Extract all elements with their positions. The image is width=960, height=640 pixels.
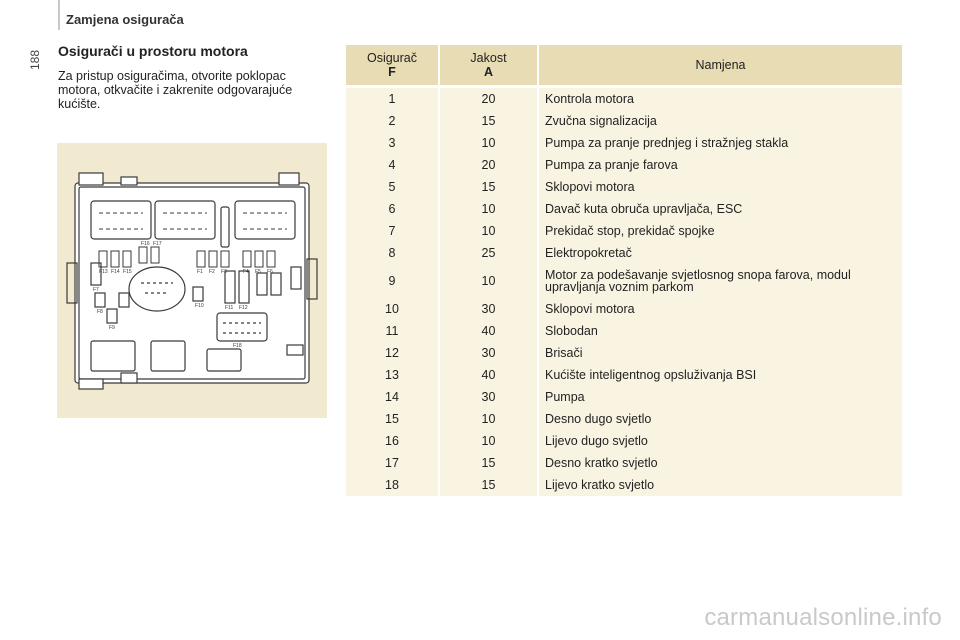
fuse-table	[346, 45, 902, 496]
fuse-number: 13	[346, 364, 439, 386]
label-f9: F9	[109, 325, 115, 331]
label-f13: F13	[99, 269, 108, 275]
table-row	[346, 176, 902, 198]
fuse-number: 12	[346, 342, 439, 364]
label-f18: F18	[233, 343, 242, 349]
label-f6: F6	[267, 269, 273, 275]
fuse-purpose: Pumpa za pranje farova	[538, 154, 902, 176]
fuse-amperage: 10	[439, 198, 538, 220]
fuse-purpose: Zvučna signalizacija	[538, 110, 902, 132]
fuse-number: 7	[346, 220, 439, 242]
fuse-purpose: Desno kratko svjetlo	[538, 452, 902, 474]
table-row	[346, 198, 902, 220]
fuse-purpose: Pumpa	[538, 386, 902, 408]
fuse-purpose: Pumpa za pranje prednjeg i stražnjeg stakla	[538, 132, 902, 154]
fuse-box-illustration	[57, 143, 327, 418]
fuse-number: 8	[346, 242, 439, 264]
table-row	[346, 220, 902, 242]
fuse-purpose: Desno dugo svjetlo	[538, 408, 902, 430]
section-title: Osigurači u prostoru motora	[58, 43, 248, 59]
label-f2: F2	[209, 269, 215, 275]
fuse-amperage: 15	[439, 176, 538, 198]
table-row	[346, 110, 902, 132]
table-row	[346, 342, 902, 364]
table-row	[346, 364, 902, 386]
fuse-amperage: 20	[439, 88, 538, 110]
fuse-purpose: Motor za podešavanje svjetlosnog snopa farova, modul upravljanja voznim parkom	[538, 264, 902, 298]
label-f4: F4	[243, 269, 249, 275]
table-row	[346, 264, 902, 298]
fuse-number: 3	[346, 132, 439, 154]
fuse-purpose: Lijevo dugo svjetlo	[538, 430, 902, 452]
fuse-number: 16	[346, 430, 439, 452]
page-number: 188	[28, 49, 42, 70]
label-f15: F15	[123, 269, 132, 275]
table-row	[346, 132, 902, 154]
fuse-amperage: 10	[439, 408, 538, 430]
fuse-number: 17	[346, 452, 439, 474]
label-f11: F11	[225, 305, 234, 311]
table-row	[346, 430, 902, 452]
fuse-amperage: 30	[439, 386, 538, 408]
table-row	[346, 154, 902, 176]
fuse-purpose: Kontrola motora	[538, 88, 902, 110]
label-f3: F3	[221, 269, 227, 275]
label-f7: F7	[93, 287, 99, 293]
fuse-amperage: 30	[439, 342, 538, 364]
fuse-amperage: 10	[439, 132, 538, 154]
fuse-purpose: Kućište inteligentnog opsluživanja BSI	[538, 364, 902, 386]
fuse-purpose: Davač kuta obruča upravljača, ESC	[538, 198, 902, 220]
column-header-fuse: Osigurač F	[346, 45, 439, 85]
fuse-purpose: Sklopovi motora	[538, 176, 902, 198]
fuse-amperage: 25	[439, 242, 538, 264]
fuse-box-diagram	[57, 143, 327, 418]
label-f10: F10	[195, 303, 204, 309]
fuse-purpose: Prekidač stop, prekidač spojke	[538, 220, 902, 242]
fuse-number: 2	[346, 110, 439, 132]
table-row	[346, 88, 902, 110]
intro-paragraph: Za pristup osiguračima, otvorite poklopac motora, otkvačite i zakrenite odgovarajuće kućište.	[58, 69, 293, 111]
fuse-amperage: 15	[439, 452, 538, 474]
fuse-amperage: 10	[439, 220, 538, 242]
fuse-number: 15	[346, 408, 439, 430]
fuse-number: 18	[346, 474, 439, 496]
fuse-amperage: 10	[439, 430, 538, 452]
fuse-number: 14	[346, 386, 439, 408]
fuse-amperage: 10	[439, 264, 538, 298]
label-f14: F14	[111, 269, 120, 275]
fuse-amperage: 30	[439, 298, 538, 320]
fuse-purpose: Lijevo kratko svjetlo	[538, 474, 902, 496]
label-f17: F17	[153, 241, 162, 247]
fuse-purpose: Elektropokretač	[538, 242, 902, 264]
table-row	[346, 242, 902, 264]
table-header-row	[346, 45, 902, 85]
fuse-number: 9	[346, 264, 439, 298]
table-row	[346, 320, 902, 342]
table-row	[346, 452, 902, 474]
fuse-purpose: Slobodan	[538, 320, 902, 342]
fuse-amperage: 20	[439, 154, 538, 176]
label-f8: F8	[97, 309, 103, 315]
watermark: carmanualsonline.info	[704, 604, 942, 631]
fuse-purpose: Brisači	[538, 342, 902, 364]
label-f5: F5	[255, 269, 261, 275]
fuse-amperage: 40	[439, 320, 538, 342]
table-row	[346, 408, 902, 430]
fuse-number: 4	[346, 154, 439, 176]
fuse-number: 5	[346, 176, 439, 198]
column-header-amperage: Jakost A	[439, 45, 538, 85]
fuse-purpose: Sklopovi motora	[538, 298, 902, 320]
label-f16: F16	[141, 241, 150, 247]
label-f1: F1	[197, 269, 203, 275]
fuse-amperage: 15	[439, 110, 538, 132]
table-row	[346, 386, 902, 408]
fuse-number: 6	[346, 198, 439, 220]
margin-rule	[58, 0, 60, 30]
fuse-number: 1	[346, 88, 439, 110]
fuse-number: 11	[346, 320, 439, 342]
fuse-number: 10	[346, 298, 439, 320]
chapter-header: Zamjena osigurača	[66, 12, 184, 27]
fuse-amperage: 40	[439, 364, 538, 386]
fuse-amperage: 15	[439, 474, 538, 496]
label-f12: F12	[239, 305, 248, 311]
table-row	[346, 474, 902, 496]
column-header-purpose: Namjena	[538, 45, 902, 85]
table-row	[346, 298, 902, 320]
